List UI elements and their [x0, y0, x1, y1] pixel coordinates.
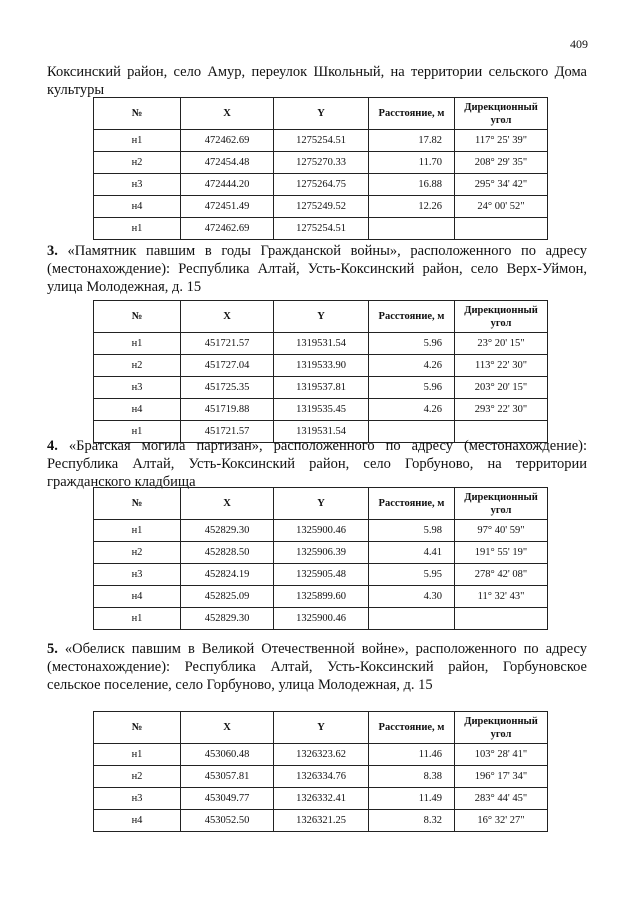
angle-cell: 97° 40' 59" [455, 520, 548, 542]
table-header-row [94, 98, 548, 130]
y-cell: 1325899.60 [274, 586, 369, 608]
header-x: X [181, 98, 274, 130]
distance-cell [369, 218, 455, 240]
y-cell: 1326334.76 [274, 766, 369, 788]
point-cell: н4 [94, 399, 181, 421]
angle-cell: 113° 22' 30" [455, 355, 548, 377]
distance-cell: 11.70 [369, 152, 455, 174]
angle-cell: 196° 17' 34" [455, 766, 548, 788]
distance-cell: 4.30 [369, 586, 455, 608]
coordinates-table [93, 97, 548, 240]
x-cell: 452829.30 [181, 608, 274, 630]
distance-cell: 17.82 [369, 130, 455, 152]
table-row [94, 174, 548, 196]
distance-cell: 11.49 [369, 788, 455, 810]
header-x: X [181, 488, 274, 520]
y-cell: 1325900.46 [274, 608, 369, 630]
point-cell: н2 [94, 766, 181, 788]
angle-cell: 208° 29' 35" [455, 152, 548, 174]
section-text [47, 437, 587, 491]
header-number: № [94, 301, 181, 333]
table-header-row [94, 488, 548, 520]
table-row [94, 520, 548, 542]
x-cell: 472454.48 [181, 152, 274, 174]
table-row [94, 788, 548, 810]
point-cell: н3 [94, 174, 181, 196]
x-cell: 453057.81 [181, 766, 274, 788]
table-row [94, 196, 548, 218]
header-x: X [181, 712, 274, 744]
point-cell: н4 [94, 586, 181, 608]
distance-cell [369, 608, 455, 630]
section-description: «Братская могила партизан», расположенного по адресу (местонахождение): Республика Алтай, Усть-Коксинский район, село Горбуново, на территории гражданского кладбища [47, 438, 588, 490]
header-y: Y [274, 488, 369, 520]
distance-cell: 8.38 [369, 766, 455, 788]
y-cell: 1325906.39 [274, 542, 369, 564]
y-cell: 1275254.51 [274, 130, 369, 152]
table-row [94, 608, 548, 630]
section-description: «Обелиск павшим в Великой Отечественной войне», расположенного по адресу (местонахождение): Республика Алтай, Усть-Коксинский район, Горбуновское сельское поселение, село Горбуново, улица Молодежная, д. 15 [47, 641, 588, 693]
header-number: № [94, 98, 181, 130]
y-cell: 1319537.81 [274, 377, 369, 399]
section-number: 5. [47, 641, 58, 657]
angle-cell: 16° 32' 27" [455, 810, 548, 832]
table-row [94, 377, 548, 399]
header-direction-angle: Дирекционный угол [455, 712, 548, 744]
header-y: Y [274, 712, 369, 744]
angle-cell: 191° 55' 19" [455, 542, 548, 564]
table-row [94, 218, 548, 240]
point-cell: н1 [94, 333, 181, 355]
point-cell: н3 [94, 377, 181, 399]
header-y: Y [274, 301, 369, 333]
angle-cell: 23° 20' 15" [455, 333, 548, 355]
point-cell: н4 [94, 196, 181, 218]
angle-cell: 117° 25' 39" [455, 130, 548, 152]
point-cell: н2 [94, 355, 181, 377]
distance-cell: 4.26 [369, 399, 455, 421]
point-cell: н1 [94, 218, 181, 240]
point-cell: н3 [94, 564, 181, 586]
x-cell: 451721.57 [181, 333, 274, 355]
y-cell: 1326323.62 [274, 744, 369, 766]
x-cell: 452825.09 [181, 586, 274, 608]
point-cell: н1 [94, 421, 181, 443]
point-cell: н1 [94, 520, 181, 542]
angle-cell: 203° 20' 15" [455, 377, 548, 399]
angle-cell [455, 218, 548, 240]
page-number: 409 [570, 37, 588, 51]
point-cell: н2 [94, 152, 181, 174]
distance-cell: 8.32 [369, 810, 455, 832]
distance-cell: 5.96 [369, 333, 455, 355]
section-number: 4. [47, 438, 58, 454]
y-cell: 1275264.75 [274, 174, 369, 196]
y-cell: 1319531.54 [274, 333, 369, 355]
x-cell: 472462.69 [181, 218, 274, 240]
header-distance: Расстояние, м [369, 712, 455, 744]
x-cell: 452829.30 [181, 520, 274, 542]
header-direction-angle: Дирекционный угол [455, 488, 548, 520]
table-row [94, 542, 548, 564]
x-cell: 453049.77 [181, 788, 274, 810]
point-cell: н4 [94, 810, 181, 832]
point-cell: н1 [94, 130, 181, 152]
header-y: Y [274, 98, 369, 130]
table-header-row [94, 301, 548, 333]
x-cell: 472451.49 [181, 196, 274, 218]
x-cell: 451719.88 [181, 399, 274, 421]
x-cell: 452824.19 [181, 564, 274, 586]
angle-cell: 283° 44' 45" [455, 788, 548, 810]
angle-cell: 11° 32' 43" [455, 586, 548, 608]
header-number: № [94, 712, 181, 744]
x-cell: 453052.50 [181, 810, 274, 832]
header-x: X [181, 301, 274, 333]
header-direction-angle: Дирекционный угол [455, 98, 548, 130]
y-cell: 1326332.41 [274, 788, 369, 810]
x-cell: 451725.35 [181, 377, 274, 399]
x-cell: 472462.69 [181, 130, 274, 152]
header-distance: Расстояние, м [369, 301, 455, 333]
x-cell: 451721.57 [181, 421, 274, 443]
y-cell: 1325900.46 [274, 520, 369, 542]
y-cell: 1319531.54 [274, 421, 369, 443]
y-cell: 1319535.45 [274, 399, 369, 421]
angle-cell: 293° 22' 30" [455, 399, 548, 421]
header-direction-angle: Дирекционный угол [455, 301, 548, 333]
table-row [94, 766, 548, 788]
distance-cell: 4.26 [369, 355, 455, 377]
point-cell: н3 [94, 788, 181, 810]
angle-cell: 295° 34' 42" [455, 174, 548, 196]
table-row [94, 333, 548, 355]
table-row [94, 130, 548, 152]
table-row [94, 586, 548, 608]
coordinates-table [93, 711, 548, 832]
header-distance: Расстояние, м [369, 98, 455, 130]
angle-cell [455, 608, 548, 630]
coordinates-table [93, 300, 548, 443]
distance-cell: 4.41 [369, 542, 455, 564]
distance-cell: 16.88 [369, 174, 455, 196]
section-description: Коксинский район, село Амур, переулок Школьный, на территории сельского Дома культуры [47, 64, 587, 98]
distance-cell: 11.46 [369, 744, 455, 766]
x-cell: 452828.50 [181, 542, 274, 564]
distance-cell: 5.96 [369, 377, 455, 399]
section-text [47, 242, 587, 296]
table-row [94, 564, 548, 586]
point-cell: н1 [94, 608, 181, 630]
y-cell: 1275270.33 [274, 152, 369, 174]
table-header-row [94, 712, 548, 744]
section-description: «Памятник павшим в годы Гражданской войны», расположенного по адресу (местонахождение): Республика Алтай, Усть-Коксинский район, село Верх-Уймон, улица Молодежная, д. 15 [47, 243, 587, 295]
table-row [94, 744, 548, 766]
point-cell: н1 [94, 744, 181, 766]
distance-cell: 12.26 [369, 196, 455, 218]
table-row [94, 399, 548, 421]
x-cell: 472444.20 [181, 174, 274, 196]
distance-cell: 5.98 [369, 520, 455, 542]
point-cell: н2 [94, 542, 181, 564]
coordinates-table [93, 487, 548, 630]
section-text [47, 640, 587, 694]
angle-cell: 24° 00' 52" [455, 196, 548, 218]
table-row [94, 810, 548, 832]
x-cell: 453060.48 [181, 744, 274, 766]
section-text [47, 63, 587, 99]
y-cell: 1325905.48 [274, 564, 369, 586]
table-row [94, 152, 548, 174]
distance-cell: 5.95 [369, 564, 455, 586]
table-row [94, 355, 548, 377]
angle-cell: 278° 42' 08" [455, 564, 548, 586]
section-number: 3. [47, 243, 58, 259]
y-cell: 1275254.51 [274, 218, 369, 240]
angle-cell: 103° 28' 41" [455, 744, 548, 766]
x-cell: 451727.04 [181, 355, 274, 377]
y-cell: 1275249.52 [274, 196, 369, 218]
header-distance: Расстояние, м [369, 488, 455, 520]
y-cell: 1319533.90 [274, 355, 369, 377]
y-cell: 1326321.25 [274, 810, 369, 832]
header-number: № [94, 488, 181, 520]
